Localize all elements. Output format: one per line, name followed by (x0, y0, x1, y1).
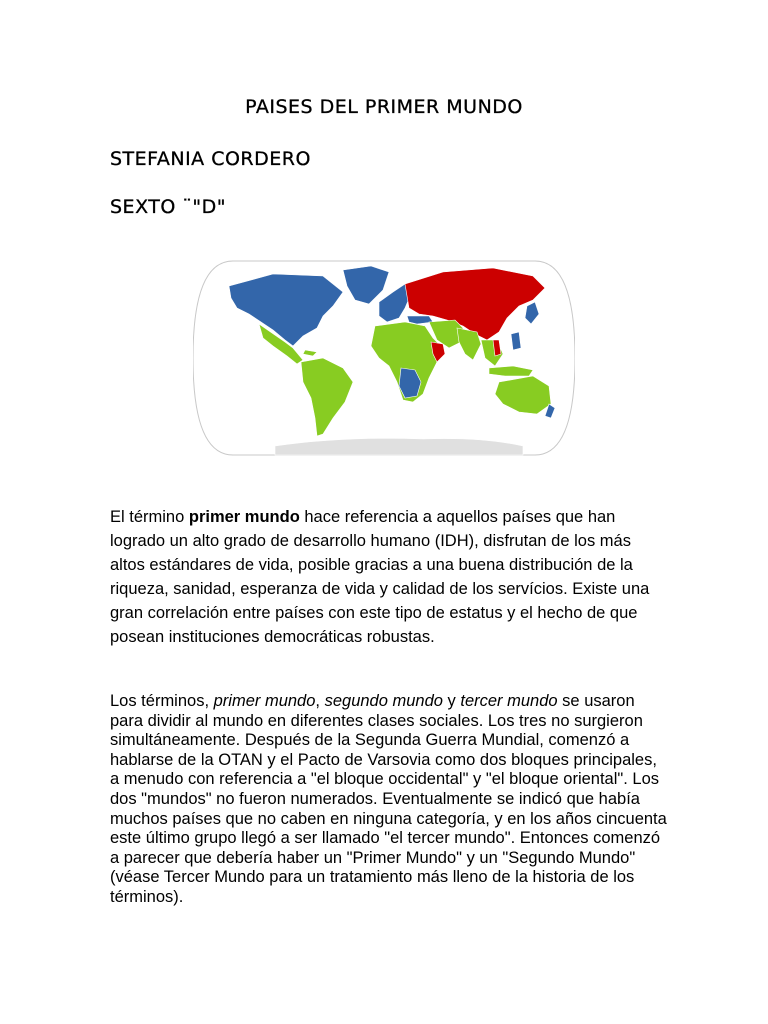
paragraph2-intro: Los términos, (110, 692, 214, 710)
world-map (193, 258, 575, 458)
paragraph2-sep1: , (315, 692, 325, 710)
philippines-region (511, 332, 521, 350)
grade-label: SEXTO ¨"D" (110, 196, 226, 218)
paragraph2-rest: se usaron para dividir al mundo en diferentes clases sociales. Los tres no surgieron simultáneamente. Después de la Segunda Guerra Mundial, comenzó a hablarse de la OTAN y el Pacto de Varsovia como dos bloques principales, a menudo con referencia a "el bloque occidental" y "el bloque oriental". Los dos "mundos" no fueron numerados. Eventualmente se indicó que había muchos países que no caben en ninguna categoría, y en los años cincuenta este último grupo llegó a ser llamado "el tercer mundo". Entonces comenzó a parecer que debería haber un "Primer Mundo" y un "Segundo Mundo" (véase Tercer Mundo para un tratamiento más lleno de la historia de los términos). (110, 692, 667, 906)
author-name: STEFANIA CORDERO (110, 148, 311, 170)
paragraph1-intro: El término (110, 508, 189, 526)
paragraph2-sep2: y (442, 692, 461, 710)
paragraph1-term: primer mundo (188, 508, 300, 526)
paragraph2-term-primer: primer mundo (213, 692, 316, 710)
paragraph2-term-segundo: segundo mundo (324, 692, 443, 710)
paragraph-terminos (110, 692, 670, 908)
world-map-svg (193, 258, 575, 458)
document-title: PAISES DEL PRIMER MUNDO (245, 96, 523, 118)
paragraph-primer-mundo (110, 505, 670, 649)
paragraph1-rest: hace referencia a aquellos países que han logrado un alto grado de desarrollo humano (IDH), disfrutan de los más altos estándares de vida, posible gracias a una buena distribución de la riqueza, sanidad, esperanza de vida y calidad de los servícios. Existe una gran correlación entre países con este tipo de estatus y el hecho de que posean instituciones democráticas robustas. (110, 508, 650, 646)
paragraph2-term-tercer: tercer mundo (460, 692, 558, 710)
